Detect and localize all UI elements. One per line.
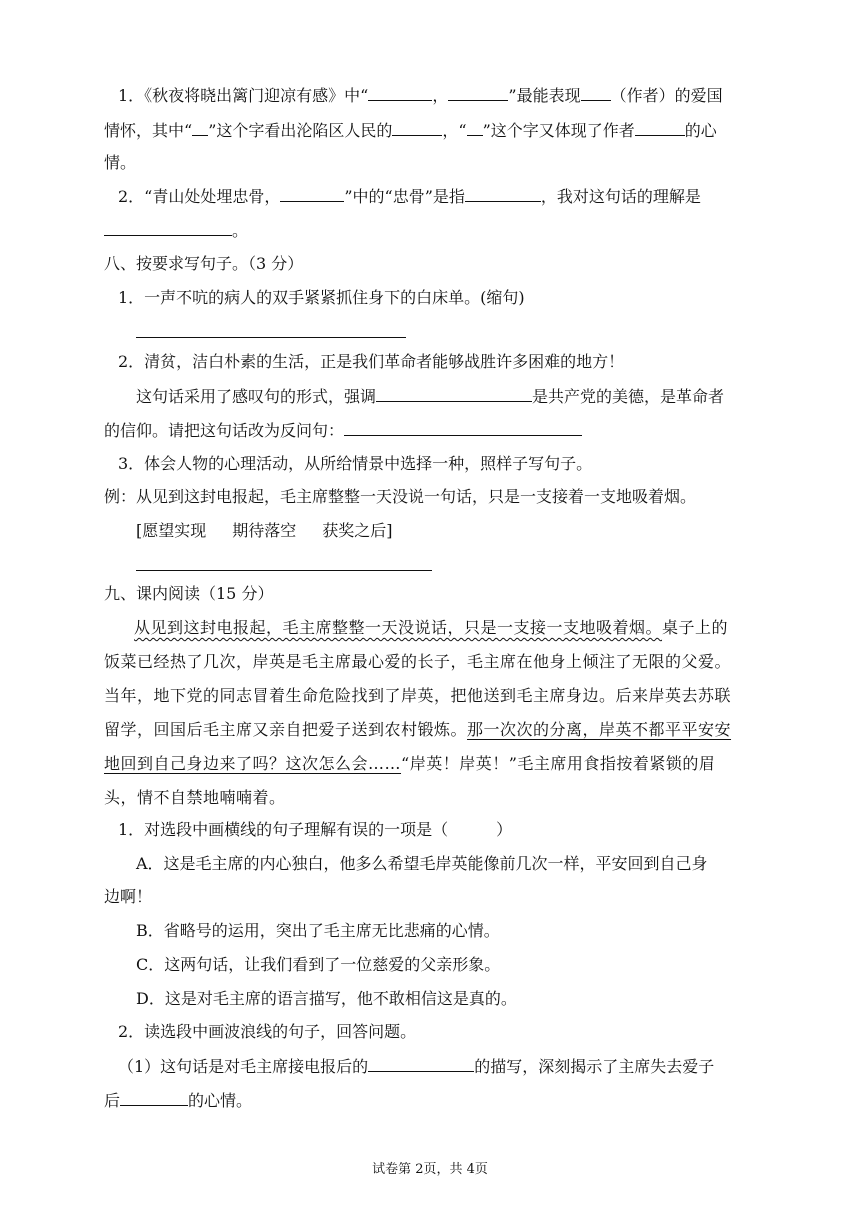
option-a-cont: 边啊！: [104, 887, 153, 906]
passage-line4: 留学，回国后毛主席又亲自把爱子送到农村锻炼。那一次次的分离，岸英不都平平安安: [104, 720, 732, 739]
passage-line1: 从见到这封电报起，毛主席整整一天没说话，只是一支接一支地吸着烟。桌子上的: [134, 618, 729, 637]
s8-q3: 3．体会人物的心理活动，从所给情景中选择一种，照样子写句子。: [118, 454, 593, 473]
s9-q2: 2．读选段中画波浪线的句子，回答问题。: [118, 1022, 417, 1041]
answer-line[interactable]: [136, 337, 406, 338]
blank[interactable]: [467, 118, 483, 136]
wavy-sentence: 从见到这封电报起，毛主席整整一天没说话，只是一支接一支地吸着烟。: [134, 618, 663, 637]
blank[interactable]: [120, 1088, 188, 1106]
blank[interactable]: [280, 184, 344, 202]
blank[interactable]: [392, 118, 442, 136]
blank[interactable]: [368, 83, 432, 101]
option-a[interactable]: A．这是毛主席的内心独白，他多么希望毛岸英能像前几次一样，平安回到自己身: [136, 854, 708, 873]
s8-q2-line3: 的信仰。请把这句话改为反问句：: [104, 418, 582, 443]
page-footer: 试卷第 2页，共 4页: [372, 1162, 488, 1177]
blank[interactable]: [376, 384, 532, 402]
s9-q1: 1．对选段中画横线的句子理解有误的一项是（ ）: [118, 820, 513, 839]
underlined-sentence: 那一次次的分离，岸英不都平平安安: [467, 720, 732, 739]
s7-q1-line2: 情怀，其中“ ”这个字看出沦陷区人民的 ，“ ”这个字又体现了作者 的心: [104, 118, 717, 143]
s9-q2-1: （1）这句话是对毛主席接电报后的 的描写，深刻揭示了主席失去爱子: [118, 1054, 714, 1079]
s7-q2-line2: 。: [104, 218, 248, 243]
s8-q2-line2: 这句话采用了感叹句的形式，强调 是共产党的美德，是革命者: [136, 384, 724, 409]
section8-heading: 八、按要求写句子。（3 分）: [104, 254, 304, 273]
blank[interactable]: [368, 1054, 474, 1072]
passage-line2: 饭菜已经热了几次，岸英是毛主席最心爱的长子，毛主席在他身上倾注了无限的父爱。: [104, 652, 732, 671]
s8-q1: 1．一声不吭的病人的双手紧紧抓住身下的白床单。(缩句): [118, 288, 525, 307]
passage-line5: 地回到自己身边来了吗？这次怎么会……“岸英！岸英！”毛主席用食指按着紧锁的眉: [104, 754, 716, 773]
passage-line6: 头，情不自禁地喃喃着。: [104, 788, 286, 807]
section9-heading: 九、课内阅读（15 分）: [104, 584, 274, 603]
blank[interactable]: [192, 118, 208, 136]
passage-line3: 当年，地下党的同志冒着生命危险找到了岸英，把他送到毛主席身边。后来岸英去苏联: [104, 686, 732, 705]
s9-q2-1-cont: 后 的心情。: [104, 1088, 252, 1113]
blank[interactable]: [581, 83, 611, 101]
underlined-sentence: 地回到自己身边来了吗？这次怎么会……: [104, 754, 402, 773]
blank[interactable]: [448, 83, 508, 101]
blank[interactable]: [465, 184, 541, 202]
option-c[interactable]: C．这两句话，让我们看到了一位慈爱的父亲形象。: [136, 955, 501, 974]
blank[interactable]: [635, 118, 685, 136]
s8-options: [愿望实现 期待落空 获奖之后]: [136, 521, 393, 540]
answer-line[interactable]: [136, 570, 432, 571]
s7-q2-line1: 2．“青山处处埋忠骨， ”中的“忠骨”是指 ，我对这句话的理解是: [118, 184, 701, 209]
s8-q2: 2．清贫，洁白朴素的生活，正是我们革命者能够战胜许多困难的地方！: [118, 352, 625, 371]
s8-example: 例：从见到这封电报起，毛主席整整一天没说一句话，只是一支接着一支地吸着烟。: [104, 487, 697, 506]
option-b[interactable]: B．省略号的运用，突出了毛主席无比悲痛的心情。: [136, 921, 500, 940]
s7-q1-line1: 1．《秋夜将晓出篱门迎凉有感》中“ ， ”最能表现 （作者）的爱国: [118, 83, 723, 108]
blank[interactable]: [344, 418, 582, 436]
s7-q1-line3: 情。: [104, 153, 137, 172]
blank[interactable]: [104, 218, 232, 236]
option-d[interactable]: D．这是对毛主席的语言描写，他不敢相信这是真的。: [136, 989, 517, 1008]
